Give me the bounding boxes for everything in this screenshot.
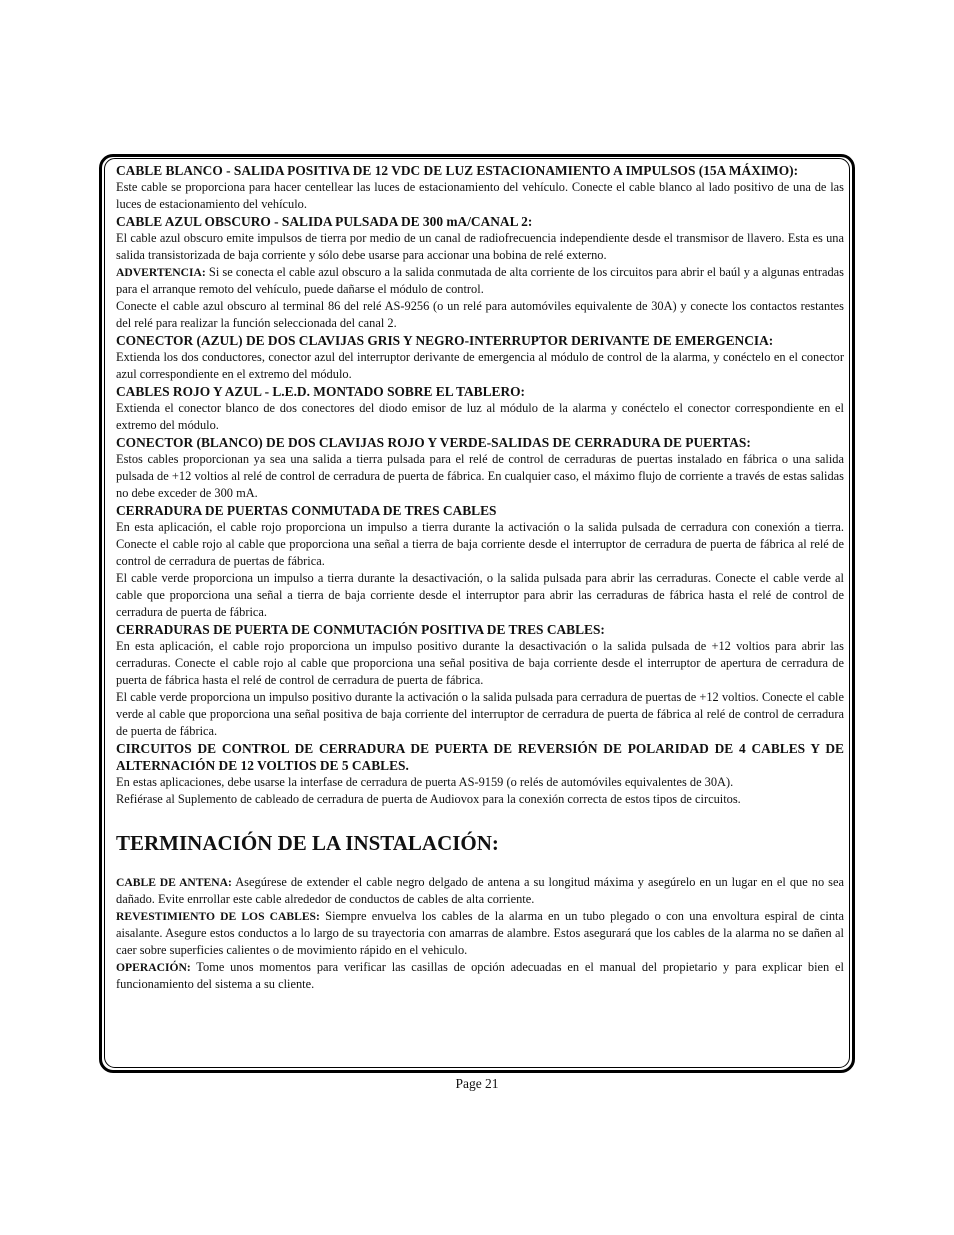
- section-body: Extienda el conector blanco de dos conectores del diodo emisor de luz al módulo de la alarma y conéctelo el conector correspondiente en el extremo del módulo.: [116, 401, 844, 432]
- section-body: Extienda los dos conductores, conector azul del interruptor derivante de emergencia al módulo de control de la alarma, y conéctelo en el conector azul correspondiente en el extremo del módulo.: [116, 350, 844, 381]
- section-body-2: El cable verde proporciona un impulso a tierra durante la desactivación, o la salida pulsada para abrir las cerraduras. Conecte el cable verde al cable que proporciona una señal a tierra de baja corriente desde el interruptor para abrir las cerraduras de fábrica hasta el relé de control de cerradura de puerta de fábrica.: [116, 571, 844, 619]
- section-polarity-reversal: [116, 740, 844, 808]
- section-heading: CABLES ROJO Y AZUL - L.E.D. MONTADO SOBRE EL TABLERO:: [116, 384, 525, 399]
- section-body: En esta aplicación, el cable rojo proporciona un impulso a tierra durante la activación o la salida pulsada de cerradura con conexión a tierra. Conecte el cable rojo al cable que proporciona una señal a tierra de baja corriente desde el interruptor de cerradura de puerta de fábrica al relé de control de cerradura de puertas de fábrica.: [116, 520, 844, 568]
- item-label: OPERACIÓN:: [116, 961, 191, 974]
- completion-title: TERMINACIÓN DE LA INSTALACIÓN:: [116, 831, 499, 855]
- completion-item-antenna: [116, 874, 844, 908]
- warning-label: ADVERTENCIA:: [116, 266, 206, 279]
- section-door-lock-outputs: [116, 434, 844, 502]
- page-number: Page 21: [455, 1076, 499, 1091]
- section-led: [116, 383, 844, 434]
- item-label: CABLE DE ANTENA:: [116, 876, 232, 889]
- warning-text: Si se conecta el cable azul obscuro a la salida conmutada de alta corriente de los circuitos para abrir el baúl y a algunas entradas para el arranque remoto del vehículo, puede dañarse el módulo de control.: [116, 265, 844, 296]
- completion-item-operation: [116, 959, 844, 993]
- warning-paragraph: [116, 264, 844, 298]
- section-body: En esta aplicación, el cable rojo proporciona un impulso positivo durante la desactivación o la salida pulsada de +12 voltios para abrir las cerraduras. Conecte el cable rojo al cable que proporciona una señal positiva de baja corriente desde el interruptor de apertura de cerradura de puerta de fábrica hasta el relé de control de cerradura de puerta de fábrica.: [116, 639, 844, 687]
- section-switched-3-wire: [116, 502, 844, 621]
- section-body: El cable azul obscuro emite impulsos de tierra por medio de un canal de radiofrecuencia independiente desde el transmisor de llavero. Esta es una salida transistorizada de baja corriente y sólo debe usarse para accionar una bobina de relé externo.: [116, 231, 844, 262]
- section-heading: CONECTOR (AZUL) DE DOS CLAVIJAS GRIS Y NEGRO-INTERRUPTOR DERIVANTE DE EMERGENCIA:: [116, 333, 774, 348]
- item-label: REVESTIMIENTO DE LOS CABLES:: [116, 910, 320, 923]
- section-positive-3-wire: [116, 621, 844, 740]
- content-area: [116, 162, 844, 993]
- section-body-2: Conecte el cable azul obscuro al terminal 86 del relé AS-9256 (o un relé para automóviles equivalente de 30A) y conecte los contactos restantes del relé para realizar la función seleccionada del canal 2.: [116, 299, 844, 330]
- section-heading: CERRADURAS DE PUERTA DE CONMUTACIÓN POSITIVA DE TRES CABLES:: [116, 622, 605, 637]
- section-heading: CIRCUITOS DE CONTROL DE CERRADURA DE PUERTA DE REVERSIÓN DE POLARIDAD DE 4 CABLES Y DE ALTERNACIÓN DE 12 VOLTIOS DE 5 CABLES.: [116, 741, 844, 773]
- section-body: Estos cables proporcionan ya sea una salida a tierra pulsada para el relé de control de cerraduras de puertas instalado en fábrica o una salida pulsada de +12 voltios al relé de control de cerradura de puerta de fábrica. En cualquier caso, el máximo flujo de corriente a través de estas salidas no debe exceder de 300 mA.: [116, 452, 844, 500]
- section-heading: CONECTOR (BLANCO) DE DOS CLAVIJAS ROJO Y VERDE-SALIDAS DE CERRADURA DE PUERTAS:: [116, 435, 751, 450]
- section-body: En estas aplicaciones, debe usarse la interfase de cerradura de puerta AS-9159 (o relés de automóviles equivalentes de 30A).: [116, 775, 734, 789]
- item-text: Asegúrese de extender el cable negro delgado de antena a su longitud máxima y asegúrelo en un lugar en el que no sea dañado. Evite enrrollar este cable alrededor de conductos de cables de alta corriente.: [116, 875, 844, 906]
- section-body-2: El cable verde proporciona un impulso positivo durante la activación o la salida pulsada para cerradura de puertas de +12 voltios. Conecte el cable verde al cable que proporciona una señal positiva de baja corriente del interruptor de cerradura de puerta de fábrica al relé de control de cerradura de puerta de fábrica.: [116, 690, 844, 738]
- section-body: Este cable se proporciona para hacer centellear las luces de estacionamiento del vehículo. Conecte el cable blanco al lado positivo de una de las luces de estacionamiento del vehículo.: [116, 180, 844, 211]
- section-body-2: Refiérase al Suplemento de cableado de cerradura de puerta de Audiovox para la conexión correcta de estos tipos de circuitos.: [116, 792, 741, 806]
- completion-item-wire-covering: [116, 908, 844, 959]
- item-text: Tome unos momentos para verificar las casillas de opción adecuadas en el manual del propietario y para explicar bien el funcionamiento del sistema a su cliente.: [116, 960, 844, 991]
- section-heading: CABLE AZUL OBSCURO - SALIDA PULSADA DE 300 mA/CANAL 2:: [116, 214, 533, 229]
- item-text: Siempre envuelva los cables de la alarma en un tubo plegado o con una envoltura espiral de cinta aisalante. Asegure estos conductos a lo largo de su trayectoria con amarras de alambre. Estos asegurará que los cables de la alarma no se dañen al caer sobre superficies calientes o de movimiento rápido en el vehiculo.: [116, 909, 844, 957]
- section-bypass-connector: [116, 332, 844, 383]
- section-white-wire: [116, 162, 844, 213]
- section-dark-blue-wire: [116, 213, 844, 332]
- section-heading: CABLE BLANCO - SALIDA POSITIVA DE 12 VDC DE LUZ ESTACIONAMIENTO A IMPULSOS (15A MÁXIMO):: [116, 163, 799, 178]
- section-heading: CERRADURA DE PUERTAS CONMUTADA DE TRES CABLES: [116, 503, 497, 518]
